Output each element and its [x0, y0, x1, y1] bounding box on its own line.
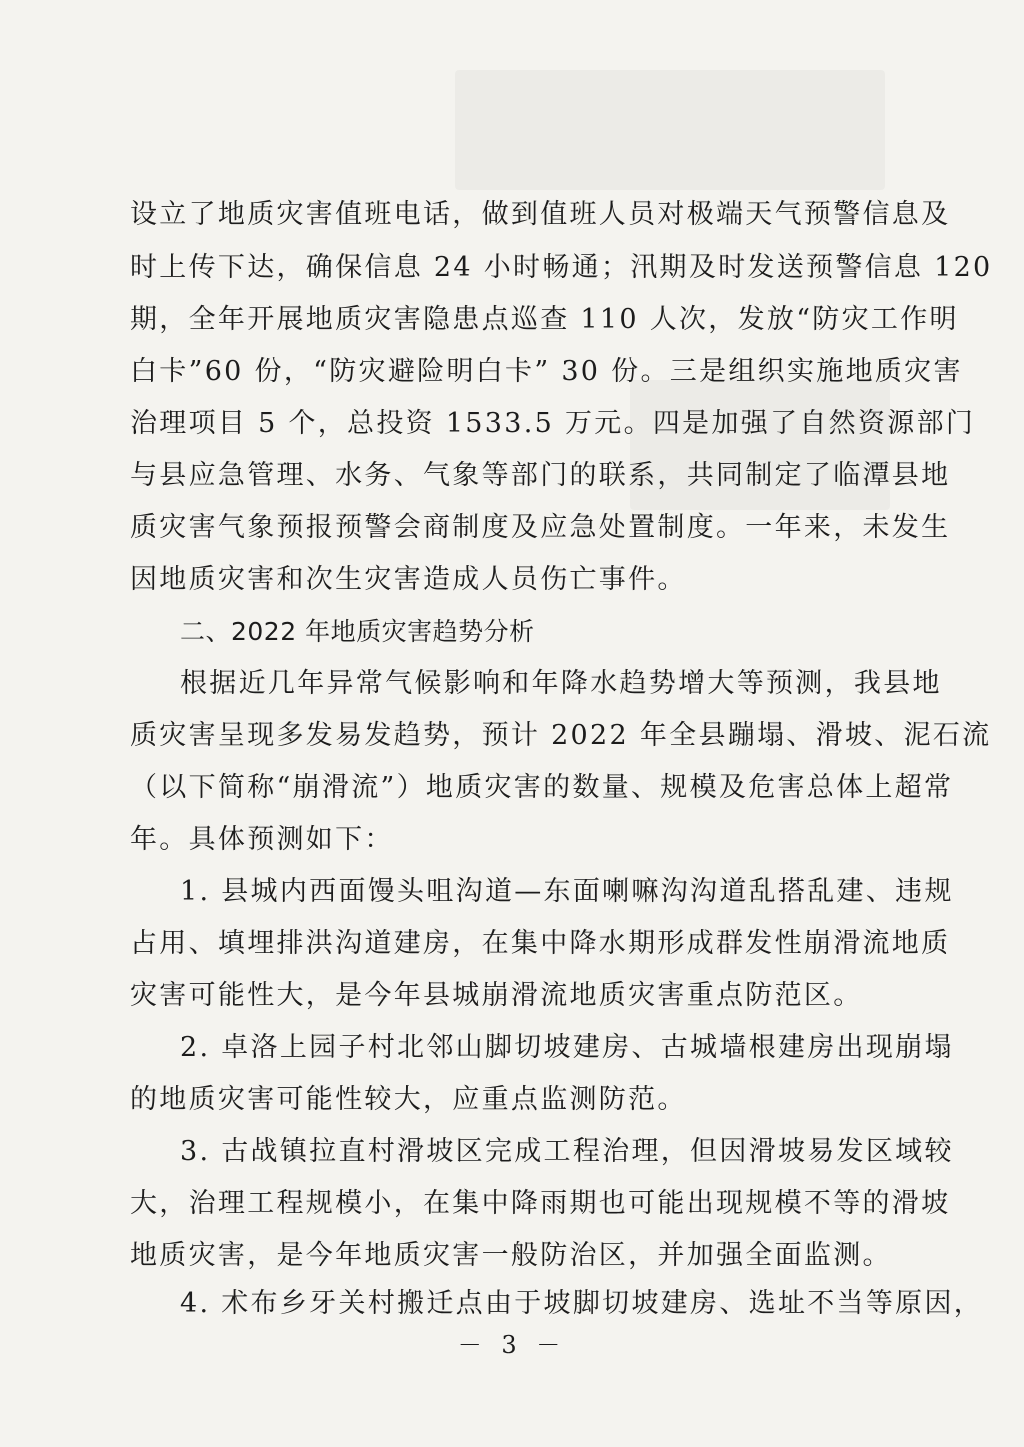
text-line: （以下简称“崩滑流”）地质灾害的数量、规模及危害总体上超常 [130, 772, 954, 803]
text-line: 根据近几年异常气候影响和年降水趋势增大等预测，我县地 [180, 668, 942, 699]
text-line: 2. 卓洛上园子村北邻山脚切坡建房、古城墙根建房出现崩塌 [180, 1032, 954, 1063]
text-line: 的地质灾害可能性较大，应重点监测防范。 [130, 1084, 687, 1115]
text-line: 设立了地质灾害值班电话，做到值班人员对极端天气预警信息及 [130, 199, 951, 230]
text-line: 年。具体预测如下： [130, 824, 394, 855]
text-line: 3. 古战镇拉直村滑坡区完成工程治理，但因滑坡易发区域较 [180, 1136, 954, 1167]
page-number: － 3 － [457, 1331, 567, 1359]
text-line: 因地质灾害和次生灾害造成人员伤亡事件。 [130, 564, 687, 595]
text-line: 1. 县城内西面馒头咀沟道—东面喇嘛沟沟道乱搭乱建、违规 [180, 876, 954, 907]
text-line: 与县应急管理、水务、气象等部门的联系，共同制定了临潭县地 [130, 460, 951, 491]
text-line: 期，全年开展地质灾害隐患点巡查 110 人次，发放“防灾工作明 [130, 304, 959, 335]
text-line: 4. 术布乡牙关村搬迁点由于坡脚切坡建房、选址不当等原因， [180, 1288, 984, 1319]
text-line: 占用、填埋排洪沟道建房，在集中降水期形成群发性崩滑流地质 [130, 928, 951, 959]
show-through-mark [455, 70, 885, 190]
text-line: 时上传下达，确保信息 24 小时畅通；汛期及时发送预警信息 120 [130, 252, 993, 283]
text-line: 白卡”60 份，“防灾避险明白卡” 30 份。三是组织实施地质灾害 [130, 356, 963, 387]
text-line: 大，治理工程规模小，在集中降雨期也可能出现规模不等的滑坡 [130, 1188, 951, 1219]
text-line: 灾害可能性大，是今年县城崩滑流地质灾害重点防范区。 [130, 980, 863, 1011]
text-line: 质灾害呈现多发易发趋势，预计 2022 年全县蹦塌、滑坡、泥石流 [130, 720, 992, 751]
text-line: 质灾害气象预报预警会商制度及应急处置制度。一年来，未发生 [130, 512, 951, 543]
text-line: 地质灾害，是今年地质灾害一般防治区，并加强全面监测。 [130, 1240, 892, 1271]
section-heading: 二、2022 年地质灾害趋势分析 [180, 617, 535, 646]
text-line: 治理项目 5 个，总投资 1533.5 万元。四是加强了自然资源部门 [130, 408, 976, 439]
